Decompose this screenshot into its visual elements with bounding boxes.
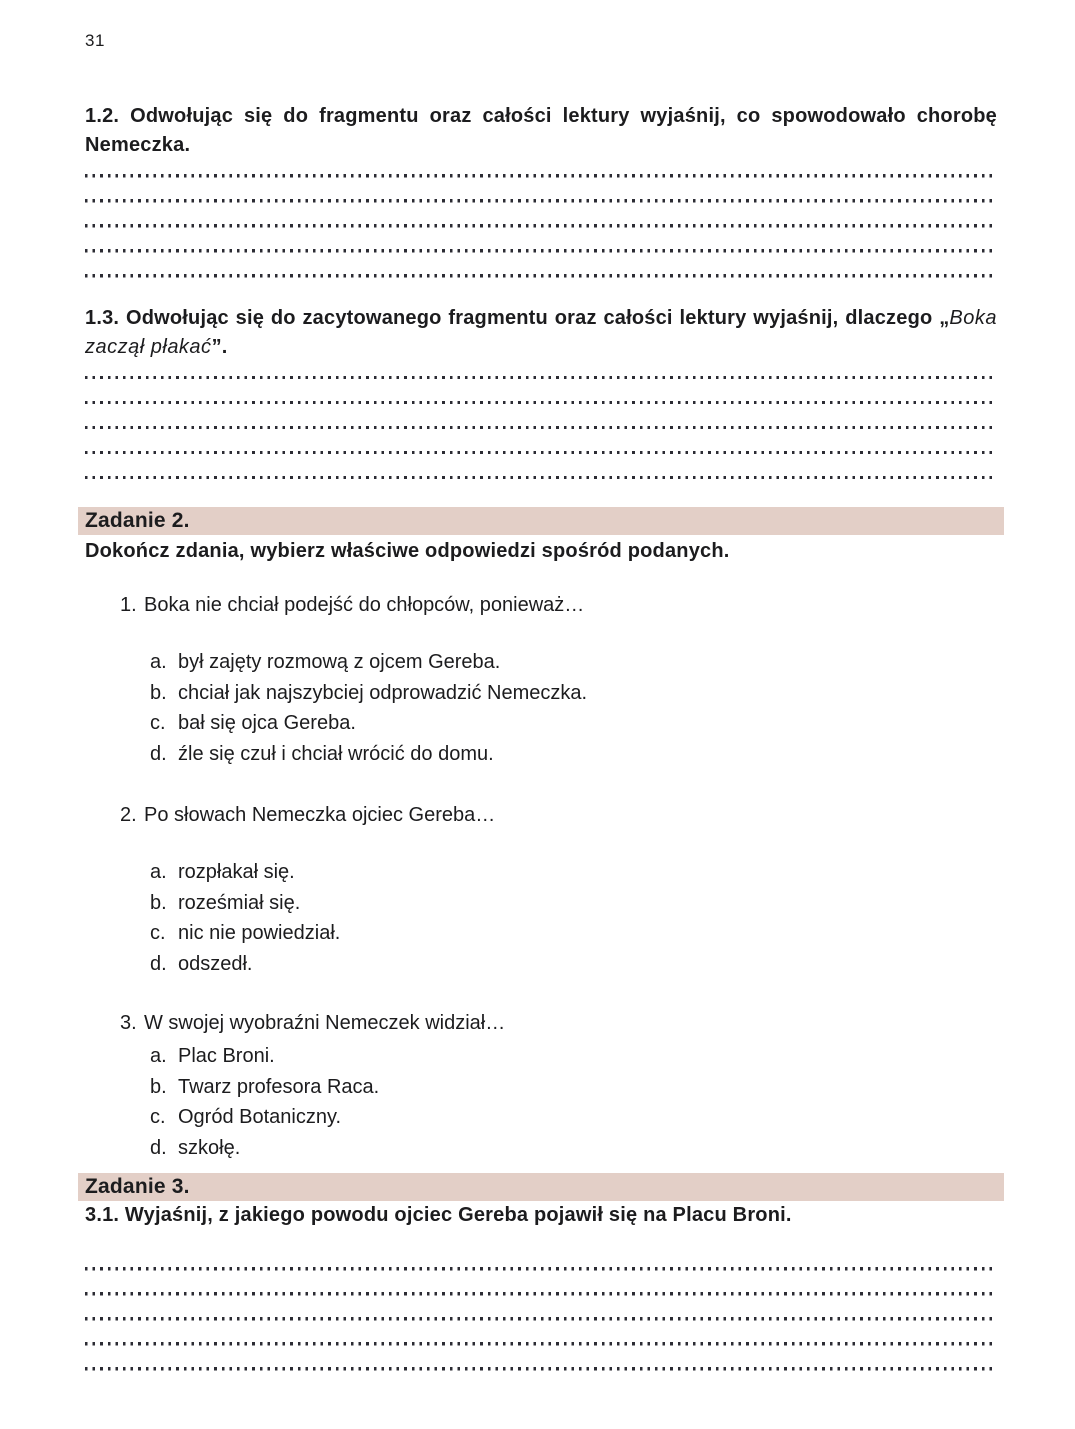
- task-3-heading-bar: [78, 1173, 1004, 1201]
- mc-question-3-options: [85, 1041, 997, 1163]
- answer-line: [85, 224, 997, 228]
- answer-line: [85, 401, 997, 405]
- mc-question-number: 1.: [120, 594, 137, 616]
- option-row: [150, 888, 997, 919]
- task-3-heading: Zadanie 3.: [85, 1175, 190, 1198]
- option-letter: b.: [150, 891, 167, 914]
- option-text: chciał jak najszybciej odprowadzić Nemeczka.: [178, 681, 588, 704]
- mc-question-text: W swojej wyobraźni Nemeczek widział…: [144, 1012, 506, 1034]
- task-2-instruction: Dokończ zdania, wybierz właściwe odpowiedzi spośród podanych.: [85, 540, 730, 562]
- mc-question-3-head: [120, 1009, 997, 1037]
- mc-question-1: [85, 591, 997, 769]
- answer-line: [85, 1342, 997, 1346]
- answer-line: [85, 174, 997, 178]
- answer-line: [85, 376, 997, 380]
- option-letter: b.: [150, 681, 167, 704]
- quoted-phrase: Boka zaczął płakać: [85, 306, 997, 358]
- option-row: [150, 678, 997, 709]
- question-3-1: 3.1. Wyjaśnij, z jakiego powodu ojciec Gereba pojawił się na Placu Broni.: [85, 1204, 792, 1226]
- answer-lines-q31: [85, 1267, 997, 1371]
- option-text: źle się czuł i chciał wrócić do domu.: [178, 742, 494, 765]
- quote-close-mark: ”.: [211, 335, 228, 358]
- option-text: Twarz profesora Raca.: [178, 1075, 380, 1098]
- mc-question-3: [85, 1009, 997, 1163]
- option-row: [150, 1133, 997, 1164]
- answer-line: [85, 199, 997, 203]
- option-row: [150, 918, 997, 949]
- page-number: 31: [85, 31, 105, 50]
- option-letter: d.: [150, 742, 167, 765]
- option-letter: a.: [150, 861, 167, 883]
- answer-line: [85, 274, 997, 278]
- option-text: roześmiał się.: [178, 891, 301, 914]
- question-1-3: [85, 304, 997, 362]
- mc-question-text: Po słowach Nemeczka ojciec Gereba…: [144, 804, 496, 826]
- option-letter: d.: [150, 1136, 167, 1159]
- answer-line: [85, 249, 997, 253]
- option-text: odszedł.: [178, 952, 253, 975]
- mc-question-number: 2.: [120, 804, 137, 826]
- quote-open-mark: „: [939, 306, 950, 329]
- option-row: [150, 1102, 997, 1133]
- option-letter: a.: [150, 651, 167, 673]
- task-2-heading: Zadanie 2.: [85, 509, 190, 532]
- option-letter: d.: [150, 952, 167, 975]
- mc-question-number: 3.: [120, 1012, 137, 1034]
- answer-line: [85, 1367, 997, 1371]
- question-1-2: 1.2. Odwołując się do fragmentu oraz całości lektury wyjaśnij, co spowodowało chorobę Nemeczka.: [85, 105, 997, 156]
- option-letter: c.: [150, 922, 166, 944]
- answer-line: [85, 476, 997, 480]
- option-row: [150, 949, 997, 980]
- mc-question-1-options: [85, 647, 997, 769]
- option-letter: b.: [150, 1075, 167, 1098]
- answer-line: [85, 1267, 997, 1271]
- option-text: nic nie powiedział.: [178, 922, 341, 944]
- option-text: był zajęty rozmową z ojcem Gereba.: [178, 651, 501, 673]
- option-letter: c.: [150, 712, 166, 734]
- option-row: [150, 708, 997, 739]
- mc-question-2-head: [120, 801, 997, 829]
- option-row: [150, 857, 997, 888]
- answer-line: [85, 1317, 997, 1321]
- answer-line: [85, 451, 997, 455]
- mc-question-2: [85, 801, 997, 979]
- answer-lines-q12: [85, 174, 997, 278]
- option-letter: c.: [150, 1106, 166, 1128]
- option-text: rozpłakał się.: [178, 861, 295, 883]
- answer-line: [85, 426, 997, 430]
- option-row: [150, 1072, 997, 1103]
- answer-lines-q13: [85, 376, 997, 480]
- option-row: [150, 647, 997, 678]
- option-letter: a.: [150, 1045, 167, 1067]
- mc-question-1-head: [120, 591, 997, 619]
- option-text: Plac Broni.: [178, 1045, 275, 1067]
- answer-line: [85, 1292, 997, 1296]
- option-row: [150, 1041, 997, 1072]
- option-text: szkołę.: [178, 1136, 241, 1159]
- task-2-heading-bar: [78, 507, 1004, 535]
- mc-question-text: Boka nie chciał podejść do chłopców, ponieważ…: [144, 594, 585, 616]
- question-1-3-text: 1.3. Odwołując się do zacytowanego fragmentu oraz całości lektury wyjaśnij, dlaczego: [85, 306, 940, 329]
- mc-question-2-options: [85, 857, 997, 979]
- option-text: Ogród Botaniczny.: [178, 1106, 342, 1128]
- option-row: [150, 739, 997, 770]
- option-text: bał się ojca Gereba.: [178, 712, 356, 734]
